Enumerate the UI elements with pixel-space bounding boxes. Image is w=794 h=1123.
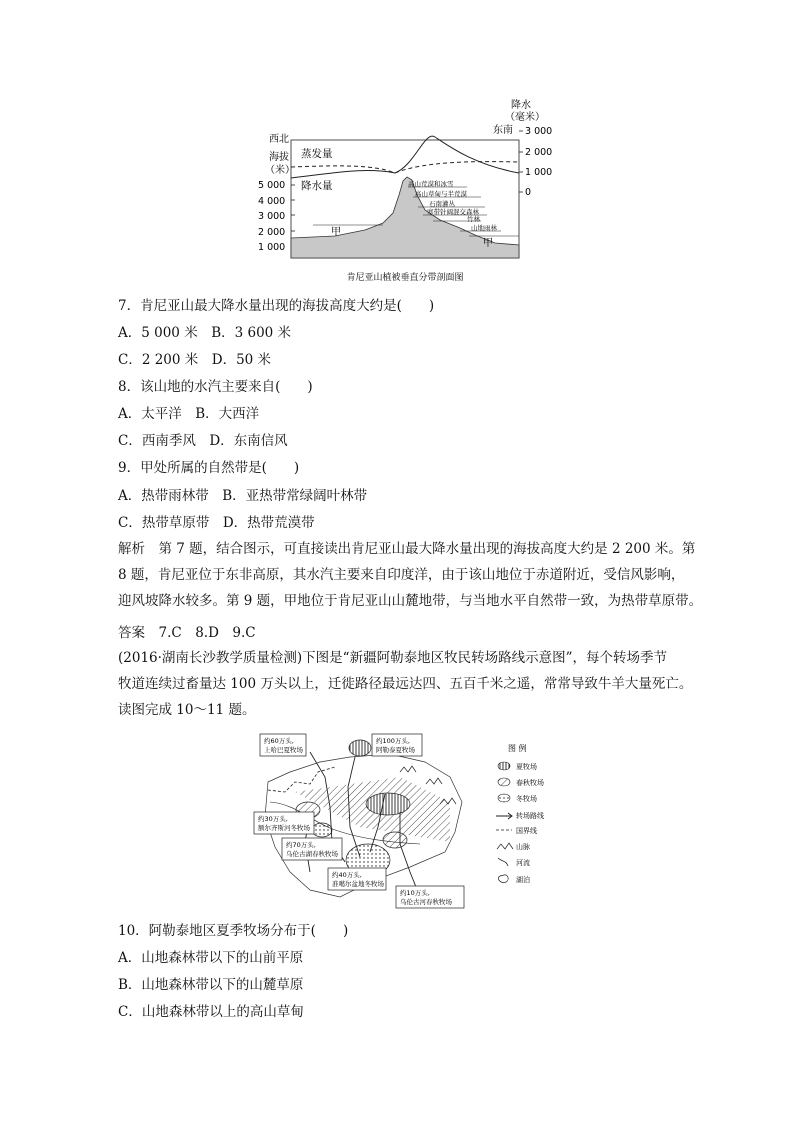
question-9-stem: 9．甲处所属的自然带是( ) — [118, 460, 300, 476]
legend-item: 春秋牧场 — [516, 779, 544, 787]
precip-tick: 3 000 — [525, 126, 553, 137]
winter-pasture-irtysh — [312, 823, 332, 837]
box-text: 约40万头, — [332, 871, 362, 879]
box-text: 准噶尔盆地冬牧场 — [332, 880, 384, 888]
winter-legend-icon — [498, 794, 510, 802]
summer-pasture-altay — [366, 793, 410, 815]
profile-diagram — [255, 95, 555, 290]
figure-caption: 肯尼亚山植被垂直分带剖面图 — [346, 273, 464, 283]
right-axis-title-1: 降水 — [511, 100, 531, 111]
belt-label: 竹林 — [467, 215, 480, 223]
analysis-paragraph — [118, 536, 703, 614]
mountain-legend-icon — [497, 843, 513, 849]
evaporation-label: 蒸发量 — [301, 148, 333, 160]
question-8-options-ab: A．太平洋 B．大西洋 — [118, 406, 260, 422]
precipitation-label: 降水量 — [301, 180, 333, 192]
migration-map — [250, 732, 570, 912]
legend-item: 山脉 — [516, 843, 530, 851]
analysis-line: 迎风坡降水较多。第 9 题，甲地位于肯尼亚山山麓地带，与当地水平自然带一致，为热带草原带。 — [118, 593, 703, 609]
elev-tick: 5 000 — [258, 180, 286, 191]
jia-left-label: 甲 — [331, 227, 341, 238]
question-7-options-ab: A．5 000 米 B．3 600 米 — [118, 325, 292, 341]
box-text: 约10万头, — [400, 889, 430, 897]
elev-tick: 2 000 — [258, 227, 286, 238]
legend-item: 国界线 — [516, 827, 537, 835]
left-axis-title-2: （米） — [265, 165, 295, 176]
question-10-stem: 10．阿勒泰地区夏季牧场分布于( ) — [118, 923, 349, 939]
river-legend-icon — [498, 858, 508, 866]
right-axis-title-2: （毫米） — [505, 112, 545, 123]
left-direction: 西北 — [269, 134, 289, 145]
elev-tick: 4 000 — [258, 196, 286, 207]
legend-item: 夏牧场 — [516, 763, 537, 771]
legend — [496, 743, 544, 884]
kenya-mountain-profile-figure — [255, 95, 555, 290]
box-text: 乌伦古湖春秋牧场 — [286, 850, 338, 858]
belt-label: 石南灌丛 — [429, 200, 455, 208]
question-9-options-cd: C．热带草原带 D．热带荒漠带 — [118, 515, 315, 531]
precip-tick: 1 000 — [525, 167, 553, 178]
box-text: 约30万头, — [258, 815, 288, 823]
lake-legend-icon — [498, 875, 508, 883]
belt-label: 高山草甸与半荒漠 — [415, 190, 467, 198]
question-8-options-cd: C．西南季风 D．东南信风 — [118, 433, 288, 449]
intro-line: 读图完成 10～11 题。 — [118, 702, 256, 718]
question-7-options-cd: C．2 200 米 D．50 米 — [118, 352, 272, 368]
summer-pasture-haba — [349, 740, 371, 756]
legend-item: 冬牧场 — [516, 795, 537, 803]
belt-label: 高山荒漠和冰雪 — [408, 180, 454, 188]
question-9-options-ab: A．热带雨林带 B．亚热带常绿阔叶林带 — [118, 488, 368, 504]
elev-tick: 3 000 — [258, 211, 286, 222]
box-text: 阿勒泰夏牧场 — [376, 746, 415, 754]
belt-label: 山地雨林 — [471, 224, 497, 232]
question-8-stem: 8．该山地的水汽主要来自( ) — [118, 379, 313, 395]
legend-item: 转场路线 — [516, 812, 544, 820]
box-text: 约60万头, — [264, 737, 294, 745]
question-7-stem: 7．肯尼亚山最大降水量出现的海拔高度大约是( ) — [118, 298, 435, 314]
right-direction: 东南 — [493, 125, 513, 136]
question-10-option-a: A．山地森林带以下的山前平原 — [118, 950, 304, 966]
summer-legend-icon — [498, 762, 510, 770]
legend-item: 湖泊 — [516, 876, 530, 884]
elev-tick: 1 000 — [258, 242, 286, 253]
box-text: 上哈巴夏牧场 — [264, 746, 303, 754]
analysis-line: 解析 第 7 题，结合图示，可直接读出肯尼亚山最大降水量出现的海拔高度大约是 2 200 米。第 — [118, 541, 696, 557]
analysis-line: 8 题，肯尼亚位于东非高原，其水汽主要来自印度洋，由于该山地位于赤道附近，受信风影响， — [118, 567, 685, 583]
box-text: 约100万头, — [376, 737, 410, 745]
precip-tick: 0 — [525, 187, 532, 198]
belt-label: 寒带针阔混交森林 — [427, 208, 479, 216]
box-text: 乌伦古河春秋牧场 — [400, 898, 452, 906]
spring-autumn-legend-icon — [498, 778, 510, 786]
question-10-option-c: C．山地森林带以上的高山草甸 — [118, 1004, 304, 1020]
legend-title: 图 例 — [508, 744, 527, 753]
box-text: 额尔齐斯河冬牧场 — [258, 824, 310, 832]
intro-line: (2016·湖南长沙教学质量检测)下图是“新疆阿勒泰地区牧民转场路线示意图”，每个转场季节 — [118, 650, 667, 666]
spring-autumn-pasture — [383, 832, 407, 848]
question-10-option-b: B．山地森林带以下的山麓草原 — [118, 977, 304, 993]
altay-migration-map — [250, 732, 570, 912]
answer-line: 答案 7.C 8.D 9.C — [118, 625, 256, 641]
intro-line: 牧道连续过畜量达 100 万头以上，迁徙路径最远达四、五百千米之遥，常常导致牛羊大量死亡。 — [118, 676, 693, 692]
intro-paragraph — [118, 645, 693, 723]
legend-item: 河流 — [516, 859, 530, 867]
precip-tick: 2 000 — [525, 147, 553, 158]
jia-right-label: 甲 — [483, 238, 493, 249]
left-axis-title-1: 海拔 — [269, 152, 289, 163]
box-text: 约70万头, — [286, 841, 316, 849]
